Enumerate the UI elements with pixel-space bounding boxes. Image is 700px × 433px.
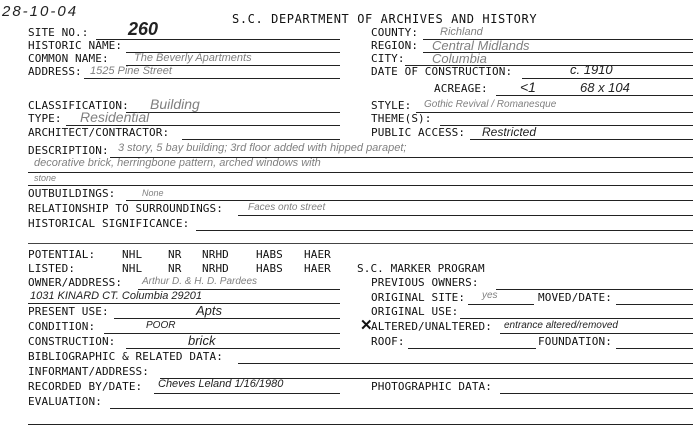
altered-value[interactable]: entrance altered/removed [504,320,618,331]
outbuildings-label: OUTBUILDINGS: [28,187,116,200]
region-label: REGION: [371,39,419,52]
historical-significance-label: HISTORICAL SIGNIFICANCE: [28,217,190,230]
altered-mark[interactable]: ✕ [360,317,373,334]
site-no-line [96,39,340,40]
bibliographic-line [238,363,693,364]
altered-label: ALTERED/UNALTERED: [371,320,493,333]
condition-value[interactable]: POOR [146,320,176,331]
description-line-2[interactable]: decorative brick, herringbone pattern, arched windows with [34,157,321,169]
moved-date-label: MOVED/DATE: [538,291,612,304]
relationship-label: RELATIONSHIP TO SURROUNDINGS: [28,202,223,215]
owner-address-label: OWNER/ADDRESS: [28,276,123,289]
listed-nr[interactable]: NR [168,262,182,275]
roof-label: ROOF: [371,335,405,348]
roof-line [408,348,536,349]
description-label: DESCRIPTION: [28,144,109,157]
listed-nhl[interactable]: NHL [122,262,143,275]
public-access-value[interactable]: Restricted [482,125,537,139]
relationship-value[interactable]: Faces onto street [248,202,326,213]
evaluation-line-2 [28,424,693,425]
evaluation-label: EVALUATION: [28,395,102,408]
type-label: TYPE: [28,112,62,125]
potential-nhl[interactable]: NHL [122,248,143,261]
acreage-dimensions[interactable]: 68 x 104 [580,80,630,95]
original-site-line [468,304,534,305]
relationship-line [238,215,693,216]
description-rule-2 [28,172,693,173]
original-site-label: ORIGINAL SITE: [371,291,466,304]
section-divider [28,243,693,244]
architect-label: ARCHITECT/CONTRACTOR: [28,126,170,139]
original-use-label: ORIGINAL USE: [371,305,459,318]
region-value[interactable]: Central Midlands [432,38,530,53]
listed-nrhd[interactable]: NRHD [202,262,229,275]
listed-label: LISTED: [28,262,76,275]
recorded-by-value[interactable]: Cheves Leland 1/16/1980 [158,378,284,390]
recorded-by-label: RECORDED BY/DATE: [28,380,143,393]
present-use-line [114,318,340,319]
outbuildings-value[interactable]: None [142,188,164,198]
construction-label: CONSTRUCTION: [28,335,116,348]
altered-line [500,333,693,334]
potential-habs[interactable]: HABS [256,248,283,261]
date-handwritten: 28-10-04 [2,3,79,20]
classification-line [126,112,340,113]
themes-label: THEME(S): [371,112,432,125]
acreage-value[interactable]: <1 [520,79,536,95]
construction-line [126,348,340,349]
date-construction-line [522,78,693,79]
owner-street-address[interactable]: 1031 KINARD CT. Columbia 29201 [30,290,203,302]
bibliographic-label: BIBLIOGRAPHIC & RELATED DATA: [28,350,223,363]
photographic-label: PHOTOGRAPHIC DATA: [371,380,493,393]
type-value[interactable]: Residential [80,109,150,125]
potential-nr[interactable]: NR [168,248,182,261]
address-line [84,78,340,79]
classification-label: CLASSIFICATION: [28,99,129,112]
form-title: S.C. DEPARTMENT OF ARCHIVES AND HISTORY [232,12,538,26]
condition-line [104,333,340,334]
address-value[interactable]: 1525 Pine Street [90,65,172,77]
site-no-label: SITE NO.: [28,26,89,39]
foundation-line [616,348,693,349]
common-name-label: COMMON NAME: [28,52,109,65]
potential-label: POTENTIAL: [28,248,96,261]
county-label: COUNTY: [371,26,419,39]
owner-address-line-2 [28,303,340,304]
style-value[interactable]: Gothic Revival / Romanesque [424,99,557,110]
city-label: CITY: [371,52,405,65]
condition-label: CONDITION: [28,320,96,333]
acreage-line [496,95,693,96]
recorded-by-line [154,393,340,394]
informant-label: INFORMANT/ADDRESS: [28,365,150,378]
original-site-value[interactable]: yes [482,290,498,301]
outbuildings-line [126,200,693,201]
listed-haer[interactable]: HAER [304,262,331,275]
public-access-line [470,139,693,140]
style-line [416,112,693,113]
style-label: STYLE: [371,99,412,112]
site-no-value[interactable]: 260 [128,19,159,39]
description-line-1[interactable]: 3 story, 5 bay building; 3rd floor added with hipped parapet; [118,142,407,154]
present-use-value[interactable]: Apts [196,303,223,318]
evaluation-line [110,408,693,409]
acreage-label: ACREAGE: [434,82,488,95]
present-use-label: PRESENT USE: [28,305,109,318]
potential-nrhd[interactable]: NRHD [202,248,229,261]
moved-date-line [616,304,693,305]
description-rule-3 [28,185,693,186]
architect-line [182,139,340,140]
date-construction-label: DATE OF CONSTRUCTION: [371,65,513,78]
potential-haer[interactable]: HAER [304,248,331,261]
original-use-line [460,318,693,319]
foundation-label: FOUNDATION: [538,335,612,348]
address-label: ADDRESS: [28,65,82,78]
listed-habs[interactable]: HABS [256,262,283,275]
construction-value[interactable]: brick [188,333,216,348]
themes-line [440,125,693,126]
classification-value[interactable]: Building [150,96,200,112]
date-construction-value[interactable]: c. 1910 [570,62,613,77]
marker-program-label: S.C. MARKER PROGRAM [357,262,485,275]
photographic-line [500,393,693,394]
county-value[interactable]: Richland [440,26,483,38]
city-value[interactable]: Columbia [432,51,487,66]
historic-name-label: HISTORIC NAME: [28,39,123,52]
previous-owners-label: PREVIOUS OWNERS: [371,276,479,289]
public-access-label: PUBLIC ACCESS: [371,126,466,139]
previous-owners-line [496,289,693,290]
owner-address-value[interactable]: Arthur D. & H. D. Pardees [142,276,258,287]
historical-significance-line [196,230,693,231]
description-line-3[interactable]: stone [34,173,57,183]
common-name-value[interactable]: The Beverly Apartments [134,52,252,64]
